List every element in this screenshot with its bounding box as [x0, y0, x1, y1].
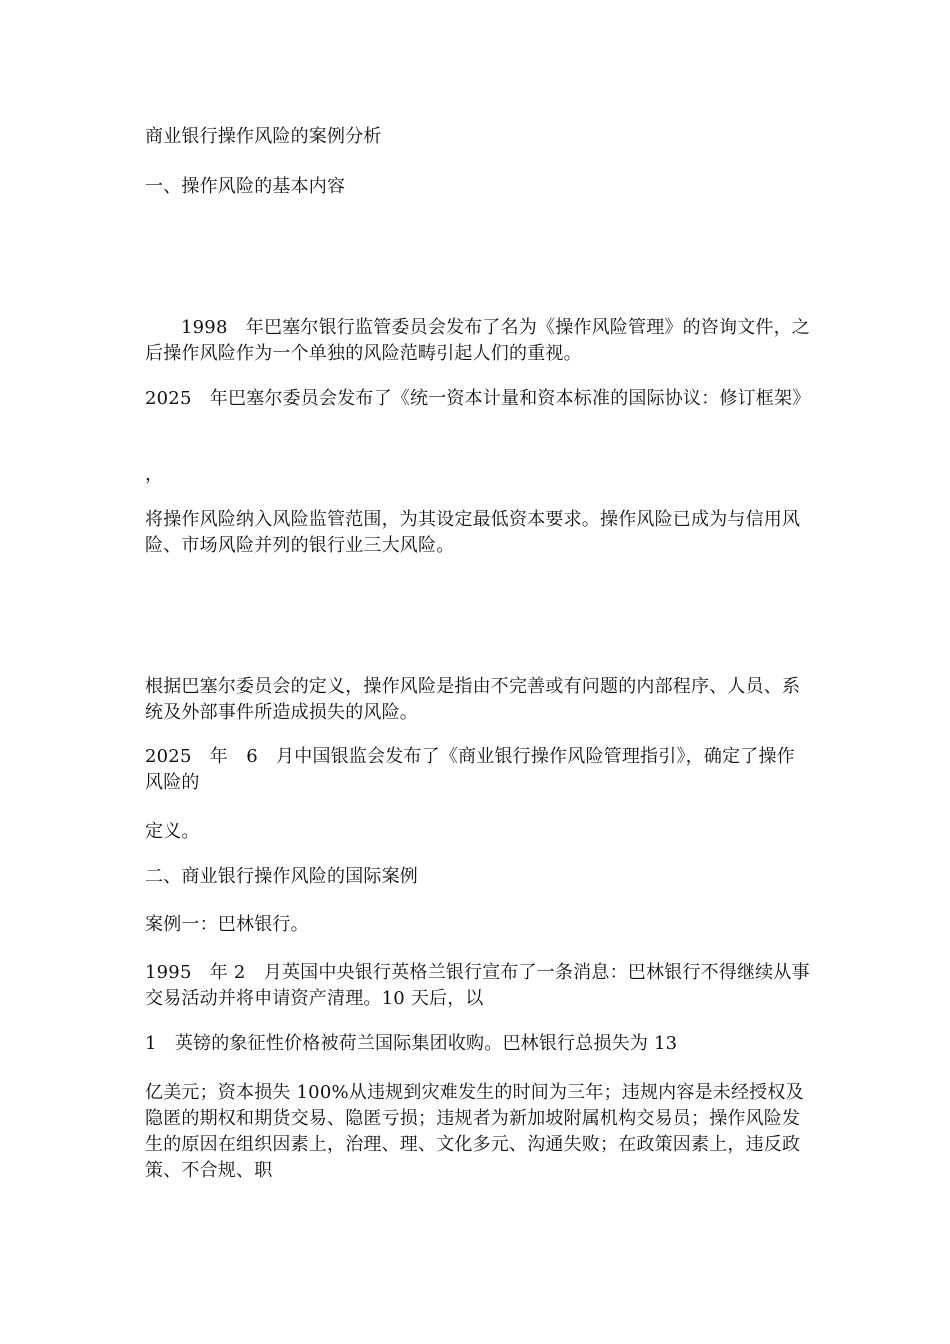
paragraph-barings-loss-details: 亿美元；资本损失 100%从违规到灾难发生的时间为三年；违规内容是未经授权及隐匿的期权和期货交易、隐匿亏损；违规者为新加坡附属机构交易员；操作风险发生的原因在组织因素上，治理、理、文化多元、沟通失败；在政策因素上，违反政策、不合规、职	[145, 1082, 804, 1181]
paragraph-barings-announcement: 1995 年 2 月英国中央银行英格兰银行宣布了一条消息：巴林银行不得继续从事交易活动并将申请资产清理。10 天后，以	[145, 962, 810, 1009]
section-heading-basic-content: 一、操作风险的基本内容	[145, 176, 346, 197]
case-heading-barings: 案例一：巴林银行。	[145, 914, 309, 935]
paragraph-basel-revised-framework: 2025 年巴塞尔委员会发布了《统一资本计量和资本标准的国际协议：修订框架》	[145, 388, 811, 409]
paragraph-1998-consultation: 1998 年巴塞尔银行监管委员会发布了名为《操作风险管理》的咨询文件，之后操作风险作为一个单独的风险范畴引起人们的重视。	[145, 317, 811, 364]
paragraph-definition-end: 定义。	[145, 821, 200, 842]
paragraph-cbrc-guideline: 2025 年 6 月中国银监会发布了《商业银行操作风险管理指引》，确定了操作风险的	[145, 746, 795, 793]
paragraph-capital-requirement: 将操作风险纳入风险监管范围，为其设定最低资本要求。操作风险已成为与信用风险、市场风险并列的银行业三大风险。	[145, 509, 801, 556]
paragraph-basel-definition: 根据巴塞尔委员会的定义，操作风险是指由不完善或有问题的内部程序、人员、系统及外部事件所造成损失的风险。	[145, 676, 801, 723]
paragraph-comma: ，	[145, 464, 164, 485]
section-heading-international-cases: 二、商业银行操作风险的国际案例	[145, 866, 418, 887]
document-title: 商业银行操作风险的案例分析	[145, 126, 382, 147]
paragraph-barings-acquisition: 1 英镑的象征性价格被荷兰国际集团收购。巴林银行总损失为 13	[145, 1033, 678, 1054]
